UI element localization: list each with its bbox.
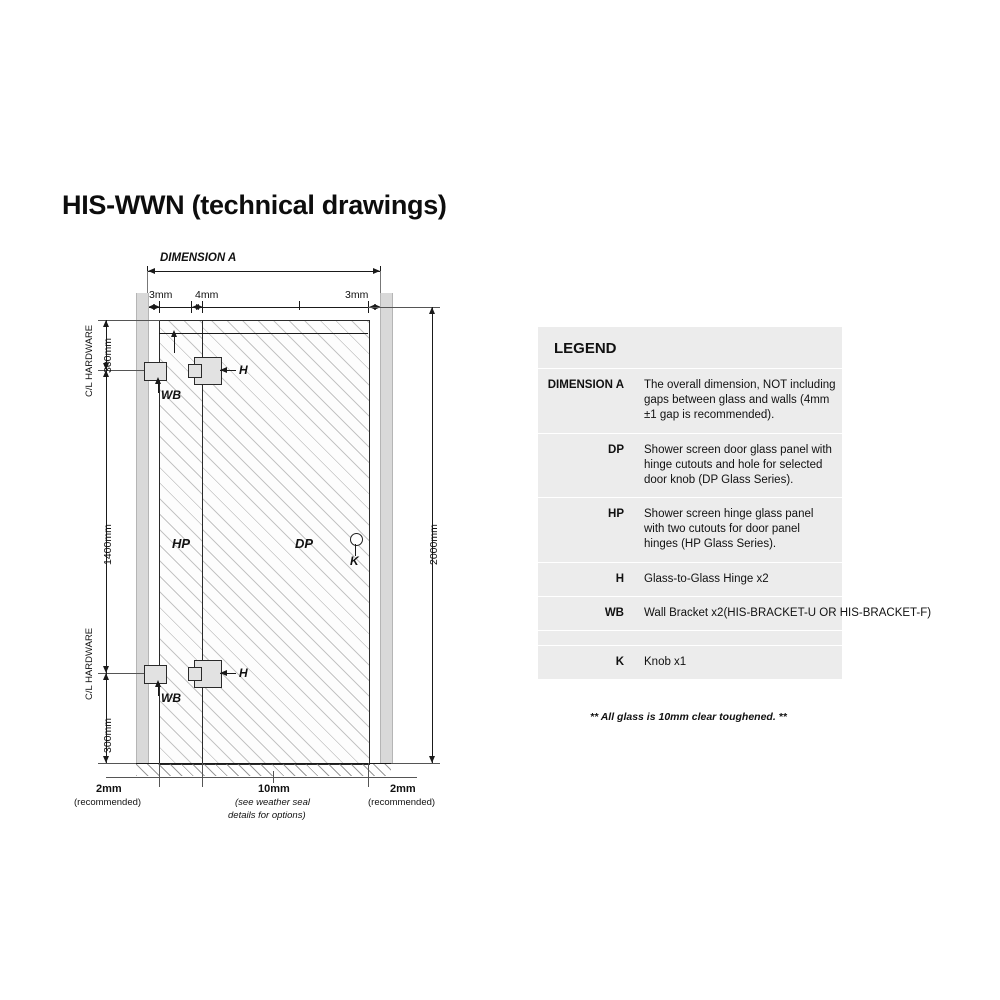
gap-left-wall-label: 3mm — [149, 289, 173, 301]
label-wb-bottom: WB — [161, 691, 181, 705]
legend-row — [538, 563, 842, 597]
gap-tick-5 — [299, 301, 300, 310]
technical-drawing — [60, 245, 480, 845]
bottom-center-note-2: details for options) — [228, 810, 306, 821]
label-wb-top: WB — [161, 388, 181, 402]
dimension-a-arrow-right — [373, 268, 380, 274]
floor-hatch — [136, 764, 391, 776]
hinge-bottom-leader-arrow — [220, 670, 227, 676]
legend-row — [538, 498, 842, 563]
legend-key: HP — [608, 508, 624, 521]
page-title: HIS-WWN (technical drawings) — [62, 190, 447, 220]
hp-top-rail — [159, 333, 202, 334]
legend-key: DIMENSION A — [547, 379, 624, 391]
ext-line-left — [147, 271, 148, 293]
legend-key: K — [615, 655, 624, 668]
label-hp: HP — [172, 536, 191, 551]
bottom-left-note: (recommended) — [74, 797, 142, 808]
wb-bottom-leader-arrow — [155, 680, 161, 687]
dim-300-bottom-label: 300mm — [102, 717, 114, 753]
dimension-a-label: DIMENSION A — [160, 252, 237, 264]
floor-tick-1 — [159, 763, 160, 787]
dimension-a-arrow-left — [148, 268, 155, 274]
legend-value — [634, 631, 842, 645]
cl-hardware-bottom-text: C/L HARDWARE — [84, 627, 95, 700]
floor-tick-2 — [202, 763, 203, 787]
legend-row — [538, 434, 842, 499]
hinge-top-leader-arrow — [220, 367, 227, 373]
bottom-center-value: 10mm — [258, 783, 290, 795]
legend-value: Shower screen hinge glass panel with two cutouts for door panel hinges (HP Glass Series). — [644, 508, 814, 551]
wb-top-leader-arrow — [155, 377, 161, 384]
legend-value: Shower screen door glass panel with hinge cutouts and hole for selected door knob (DP Glass Series). — [644, 443, 832, 486]
legend-title: LEGEND — [538, 327, 842, 369]
gap-arrow-d — [196, 304, 203, 310]
legend-value: Wall Bracket x2(HIS-BRACKET-U OR HIS-BRACKET-F) — [644, 606, 932, 619]
dim-1400-line — [106, 370, 107, 673]
legend-key: WB — [604, 606, 624, 619]
label-h-bottom: H — [239, 666, 248, 680]
dim-1400-arrow-up — [103, 370, 109, 377]
dim-300-top-arrow-up — [103, 320, 109, 327]
hp-up-arrow-head — [171, 330, 177, 337]
hinge-bottom-cutout — [188, 667, 202, 681]
gap-dimension-line — [147, 307, 380, 308]
cl-hardware-top-text: C/L HARDWARE — [84, 324, 95, 397]
legend-key — [538, 631, 634, 645]
label-h-top: H — [239, 363, 248, 377]
glass-panel-dp — [202, 320, 370, 765]
legend-value: The overall dimension, NOT including gaps between glass and walls (4mm ±1 gap is recommended). — [644, 379, 836, 422]
bottom-center-note-1: (see weather seal — [235, 797, 310, 808]
dim-1400-label: 1400mm — [102, 524, 114, 565]
floor-tick-3 — [368, 763, 369, 787]
bottom-right-note: (recommended) — [368, 797, 436, 808]
dim-300-bottom-arrow-down — [103, 756, 109, 763]
cl-hardware-bottom-label — [85, 628, 95, 700]
dim-1400-arrow-down — [103, 666, 109, 673]
ext-line-right — [380, 271, 381, 293]
dim-300-top-label: 300mm — [102, 337, 114, 373]
floor-baseline — [136, 777, 391, 778]
wall-right — [380, 293, 393, 763]
gap-arrow-b — [153, 304, 160, 310]
dim-300-bottom-arrow-up — [103, 673, 109, 680]
legend-value: Knob x1 — [644, 655, 687, 668]
dp-top-rail — [202, 333, 368, 334]
dim-2000-arrow-down — [429, 756, 435, 763]
bottom-left-leader — [106, 777, 136, 778]
hinge-top-cutout — [188, 364, 202, 378]
legend-key: H — [615, 572, 624, 585]
cl-hardware-top-label — [85, 325, 95, 397]
bottom-center-leader — [273, 771, 274, 783]
legend-value: Glass-to-Glass Hinge x2 — [644, 572, 769, 585]
knob-hole — [350, 533, 363, 546]
gap-center-label: 4mm — [195, 289, 219, 301]
bottom-right-leader — [391, 777, 417, 778]
legend-panel — [538, 327, 932, 679]
legend-key: DP — [608, 443, 624, 456]
dim-2000-arrow-up — [429, 307, 435, 314]
bottom-left-value: 2mm — [96, 783, 122, 795]
legend-row — [538, 646, 842, 679]
bottom-right-value: 2mm — [390, 783, 416, 795]
legend-row-spacer — [538, 631, 842, 646]
gap-right-wall-label: 3mm — [345, 289, 369, 301]
dimension-a-line — [147, 271, 380, 272]
label-k: K — [350, 554, 359, 568]
legend-footnote: ** All glass is 10mm clear toughened. ** — [590, 711, 787, 723]
label-dp: DP — [295, 536, 314, 551]
legend-row — [538, 597, 932, 631]
dim-2000-label: 2000mm — [428, 524, 440, 565]
legend-row — [538, 369, 842, 434]
